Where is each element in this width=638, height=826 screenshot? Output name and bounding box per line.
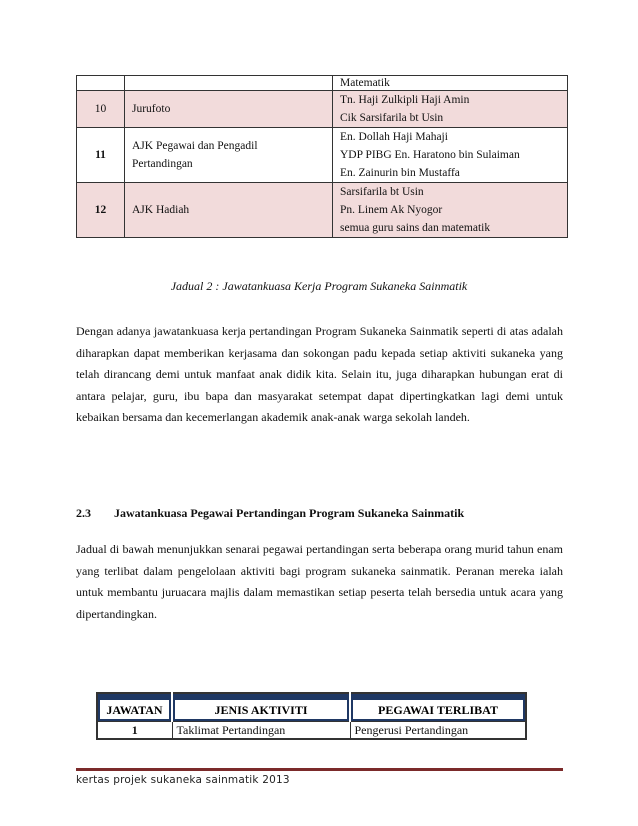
cell-text: En. Dollah Haji Mahaji — [340, 131, 448, 143]
table-row — [77, 128, 568, 183]
table-row — [77, 183, 568, 238]
table-cell-pegawai: Pengerusi Pertandingan — [350, 722, 526, 740]
cell-text: YDP PIBG En. Haratono bin Sulaiman — [340, 149, 520, 161]
table-cell-nama — [333, 91, 568, 128]
cell-text: Cik Sarsifarila bt Usin — [340, 112, 444, 124]
footer-divider — [76, 768, 563, 771]
table-row — [77, 91, 568, 128]
table-caption: Jadual 2 : Jawatankuasa Kerja Program Sukaneka Sainmatik — [170, 279, 468, 293]
section-number: 2.3 — [76, 506, 91, 520]
column-header — [350, 693, 526, 722]
cell-text: Jurufoto — [132, 103, 171, 115]
cell-text: Pn. Linem Ak Nyogor — [340, 204, 443, 216]
committee-table — [76, 75, 568, 238]
body-paragraph: Dengan adanya jawatankuasa kerja pertandingan Program Sukaneka Sainmatik seperti di atas adalah diharapkan dapat memberikan kerjasama dan sokongan padu kepada setiap aktiviti sukaneka yang telah dirancang demi untuk manfaat anak didik kita. Selain itu, juga diharapkan hubungan erat di antara pelajar, guru, ibu bapa dan masyarakat setempat dapat dipertingkatkan lagi demi untuk kebaikan bersama dan kecemerlangan akademik anak-anak warga sekolah landeh. — [76, 324, 563, 425]
cell-text: En. Zainurin bin Mustaffa — [340, 167, 460, 179]
table-row — [77, 76, 568, 91]
table-cell-nama — [333, 76, 568, 91]
cell-text: Matematik — [340, 77, 390, 89]
cell-text: AJK Pegawai dan Pengadil — [132, 140, 258, 152]
column-header — [172, 693, 350, 722]
section-heading — [76, 506, 464, 521]
cell-text: Pertandingan — [132, 158, 193, 170]
cell-text: AJK Hadiah — [132, 204, 190, 216]
table-cell-aktiviti: Taklimat Pertandingan — [172, 722, 350, 740]
table-cell-jawatan — [125, 76, 333, 91]
body-paragraph: Jadual di bawah menunjukkan senarai pegawai pertandingan serta beberapa orang murid tahun enam yang terlibat dalam pengelolaan aktiviti bagi program sukaneka sainmatik. Peranan mereka ialah untuk membantu juruacara majlis dalam memastikan setiap peserta telah bersedia untuk acara yang dipertandingkan. — [76, 542, 563, 621]
section-title: Jawatankuasa Pegawai Pertandingan Program Sukaneka Sainmatik — [114, 506, 465, 520]
table-cell-nama — [333, 183, 568, 238]
table-cell-no: 1 — [97, 722, 172, 740]
table-row — [97, 722, 526, 740]
column-header — [97, 693, 172, 722]
table-cell-no: 12 — [77, 183, 125, 238]
table-cell-no: 10 — [77, 91, 125, 128]
officials-table — [96, 692, 527, 740]
table-cell-no: 11 — [77, 128, 125, 183]
table-cell-jawatan — [125, 91, 333, 128]
table-cell-jawatan — [125, 183, 333, 238]
page-footer: kertas projek sukaneka sainmatik 2013 — [76, 774, 290, 786]
header-label: PEGAWAI TERLIBAT — [353, 700, 523, 719]
cell-text: semua guru sains dan matematik — [340, 222, 491, 234]
table-header-row — [97, 693, 526, 722]
table-cell-no — [77, 76, 125, 91]
header-label: JAWATAN — [100, 700, 169, 719]
header-label: JENIS AKTIVITI — [175, 700, 347, 719]
cell-text: Sarsifarila bt Usin — [340, 186, 424, 198]
table-cell-jawatan — [125, 128, 333, 183]
cell-text: Tn. Haji Zulkipli Haji Amin — [340, 94, 470, 106]
table-cell-nama — [333, 128, 568, 183]
